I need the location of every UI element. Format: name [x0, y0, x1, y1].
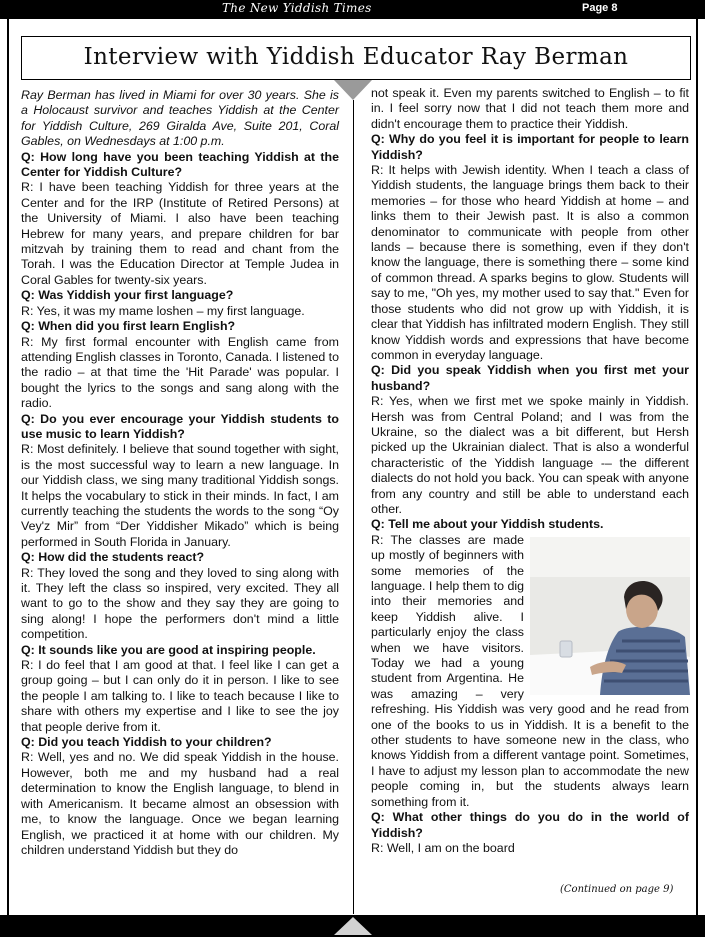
- answer: R: Well, I am on the board: [371, 840, 515, 855]
- ray-berman-photo: [530, 537, 690, 695]
- answer: R: My first formal encounter with English came from attending English classes in Toronto, Canada. I listened to the radio – at that time the 'Hit Parade' was popular. I bought the lyrics to the songs and sang along with the radio.: [21, 334, 339, 411]
- question: Q: What other things do you do in the world of Yiddish?: [371, 810, 689, 840]
- question: Q: Tell me about your Yiddish students.: [371, 517, 604, 532]
- right-column: [371, 86, 689, 856]
- photo-illustration: [530, 537, 690, 695]
- question: Q: Do you ever encourage your Yiddish students to use music to learn Yiddish?: [21, 411, 339, 441]
- question: Q: Why do you feel it is important for people to learn Yiddish?: [371, 132, 689, 162]
- answer: R: I do feel that I am good at that. I feel like I can get a group going – but I can only do it in person. I like to see the people I am talking to. I like to teach because I like to share with others my expertise and I like to see the joy that people derive from it.: [21, 658, 339, 734]
- masthead-bar: [0, 0, 705, 19]
- answer: R: The classes are made up mostly of beginners with some memories of the language. I help them to dig into their memories and keep Yiddish alive. I particularly enjoy the class when we have visitors. Today we had a young student from Argentina. He was amazing – very refreshing. His Yiddish was very good and he read from one of the books to us in Yiddish. It is a benefit to the other students to have someone new in the class, who knows Yiddish from a different vantage point. Sometimes, I have to adjust my lesson plan to accommodate the new people coming in, but the students always learn something from it.: [371, 532, 689, 809]
- publication-title: The New Yiddish Times: [222, 1, 372, 15]
- footer-triangle-ornament: [334, 917, 372, 935]
- question: Q: When did you first learn English?: [21, 319, 236, 334]
- page-number: Page 8: [582, 2, 618, 14]
- answer-continued: not speak it. Even my parents switched to English – to fit in. I feel sorry now that I did not teach them more and didn't encourage them to practice their Yiddish.: [371, 86, 689, 131]
- divider-triangle-ornament: [334, 80, 372, 100]
- article-intro: Ray Berman has lived in Miami for over 30 years. She is a Holocaust survivor and teaches Yiddish at the Center for Yiddish Culture, 269 Giralda Ave, Suite 201, Coral Gables, on Wednesdays at 1:00 p.m.: [21, 88, 339, 149]
- answer: R: Well, yes and no. We did speak Yiddish in the house. However, both me and my husband had a real determination to know the English language, to blend in with Americanism. It became almost an obsession with me, to know the language. Once we began learning English, we practiced it at home with our children. My children understand Yiddish but they do: [21, 750, 339, 857]
- question: Q: How did the students react?: [21, 550, 205, 565]
- answer: R: Most definitely. I believe that sound together with sight, is the most successful way to learn a new language. In our Yiddish class, we sing many traditional Yiddish songs. It helps the vocabulary to stick in their minds. In fact, I am currently teaching the students the words to the song “Oy Vey'z Mir” from “Der Yiddisher Mikado” which is being performed in South Florida in January.: [21, 442, 339, 549]
- answer: R: It helps with Jewish identity. When I teach a class of Yiddish students, the language brings them back to their memories – for those who heard Yiddish at home – and links them to their Jewish past. It is also a common denominator to communicate with people from other lands – because there is something, even if they don't know the language, there is something there – some kind of common thread. A sparks begins to glow. Students will say to me, "Oh yes, my mother used to say that." Even for those students who did not grow up with Yiddish, it is clear that Yiddish has infiltrated modern English. They still know Yiddish words and expressions that have become common in everyday language.: [371, 163, 690, 362]
- left-column: [21, 88, 339, 858]
- continued-note: (Continued on page 9): [560, 884, 674, 895]
- question: Q: Was Yiddish your first language?: [21, 288, 234, 303]
- question: Q: Did you speak Yiddish when you first met your husband?: [371, 363, 689, 393]
- column-divider: [353, 100, 354, 914]
- answer: R: Yes, when we first met we spoke mainly in Yiddish. Hersh was from Central Poland; and I was from the Ukraine, so the dialect was a bit different, but Hersh picked up the Ukrainian dialect. That is also a wonderful characteristic of the Yiddish language -– the different dialects do not hold you back. You can speak with anyone from any country and still be able to understand each other.: [371, 394, 689, 516]
- article-headline: Interview with Yiddish Educator Ray Berman: [21, 36, 691, 80]
- question: Q: Did you teach Yiddish to your children?: [21, 735, 272, 750]
- answer: R: They loved the song and they loved to sing along with it. They left the class so inspired, very excited. They all want to go to the show and they say they are going to sing along! I hope the performers don't mind a little competition.: [21, 565, 339, 642]
- question: Q: How long have you been teaching Yiddish at the Center for Yiddish Culture?: [21, 149, 339, 180]
- answer: R: I have been teaching Yiddish for three years at the Center and for the IRP (Institute of Retired Persons) at the University of Miami. I also have been teaching Hebrew for many years, and prepare children for bar mitzvah by training them to read and chant from the Torah. I was the Education Director at Temple Judea in Coral Gables for twenty-six years.: [21, 180, 339, 287]
- question: Q: It sounds like you are good at inspiring people.: [21, 642, 316, 657]
- answer: R: Yes, it was my mame loshen – my first language.: [21, 303, 305, 318]
